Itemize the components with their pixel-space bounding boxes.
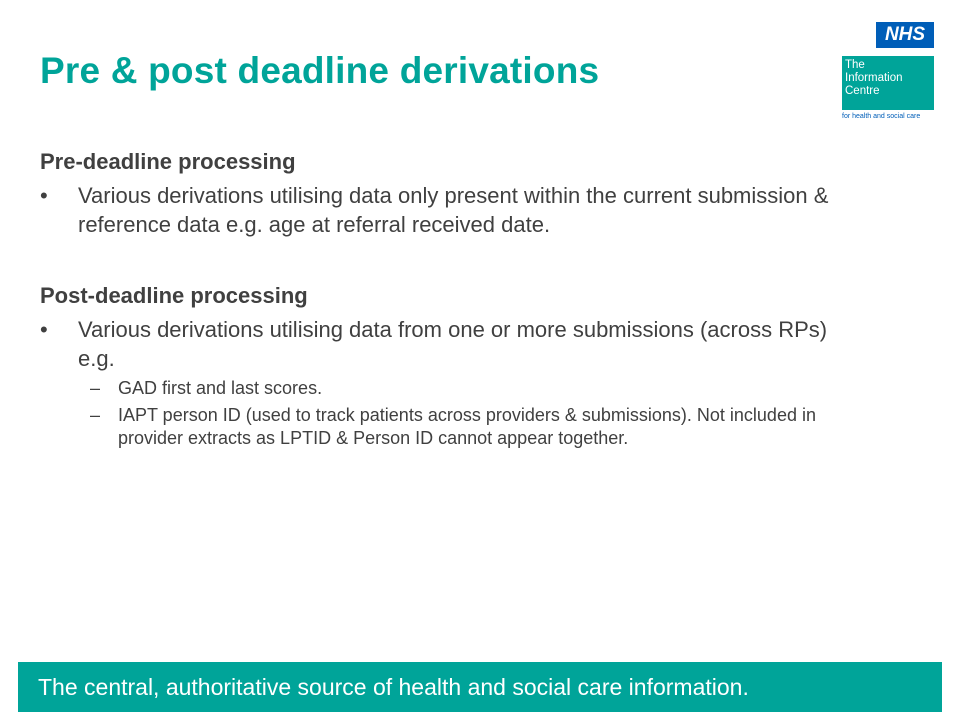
footer-banner: [18, 662, 942, 712]
logo-tagline: for health and social care: [842, 113, 921, 120]
slide-title: Pre & post deadline derivations: [40, 50, 600, 91]
bullet-text: Various derivations utilising data from one or more submissions (across RPs) e.g.: [78, 317, 828, 371]
sub-bullet-text: IAPT person ID (used to track patients across providers & submissions). Not included in provider extracts as LPTID & Person ID cannot appear together.: [118, 405, 816, 448]
logo-line-3: Centre: [845, 85, 880, 97]
logo-line-2: Information: [845, 72, 903, 84]
bullet-marker: •: [40, 183, 48, 208]
sub-bullet-marker: –: [90, 378, 101, 398]
bullet-item: [40, 315, 830, 373]
information-centre-badge: [842, 56, 934, 110]
bullet-item: [40, 181, 830, 239]
sub-bullet-text: GAD first and last scores.: [118, 378, 323, 398]
nhs-information-centre-logo: [842, 22, 938, 122]
bullet-marker: •: [40, 317, 48, 342]
sub-bullet-marker: –: [90, 405, 101, 425]
sub-bullet-item: [40, 404, 830, 450]
nhs-logo: NHS: [876, 22, 934, 48]
bullet-text: Various derivations utilising data only present within the current submission & reference data e.g. age at referral received date.: [78, 183, 829, 237]
slide-body: [40, 145, 830, 450]
section-heading-post-deadline: Post-deadline processing: [40, 283, 308, 308]
logo-line-1: The: [845, 59, 865, 71]
sub-bullet-item: [40, 377, 830, 400]
footer-text: The central, authoritative source of health and social care information.: [38, 674, 749, 700]
section-heading-pre-deadline: Pre-deadline processing: [40, 149, 296, 174]
